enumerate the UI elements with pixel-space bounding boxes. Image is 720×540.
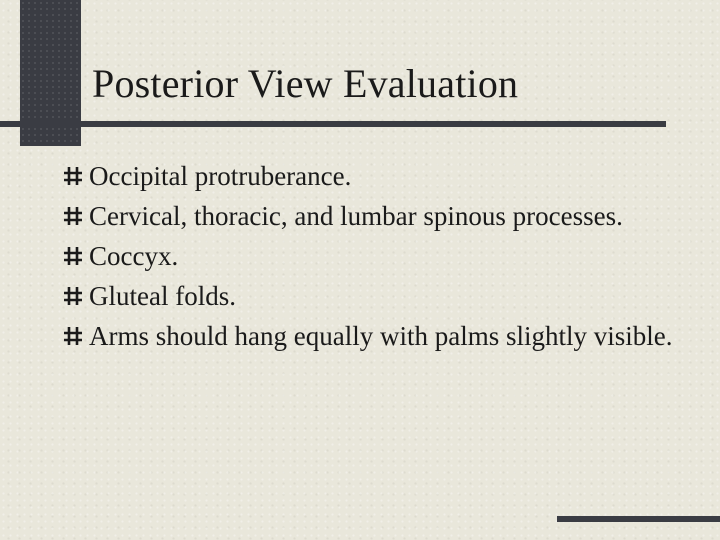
bullet-item xyxy=(63,236,683,276)
hash-bullet-icon xyxy=(63,205,83,227)
bullet-text: Cervical, thoracic, and lumbar spinous processes. xyxy=(89,201,623,231)
bullet-item xyxy=(63,156,683,196)
bullet-text: Coccyx. xyxy=(89,241,179,271)
hash-bullet-icon xyxy=(63,325,83,347)
slide-title: Posterior View Evaluation xyxy=(92,61,519,106)
hash-bullet-icon xyxy=(63,245,83,267)
bullet-list xyxy=(63,156,683,356)
title-underline-rule xyxy=(0,121,666,127)
bullet-text: Occipital protruberance. xyxy=(89,161,352,191)
bullet-item xyxy=(63,316,683,356)
footer-accent-rule xyxy=(557,516,720,522)
bullet-text: Gluteal folds. xyxy=(89,281,236,311)
hash-bullet-icon xyxy=(63,165,83,187)
bullet-text: Arms should hang equally with palms slightly visible. xyxy=(89,321,673,351)
hash-bullet-icon xyxy=(63,285,83,307)
bullet-item xyxy=(63,276,683,316)
bullet-item xyxy=(63,196,683,236)
